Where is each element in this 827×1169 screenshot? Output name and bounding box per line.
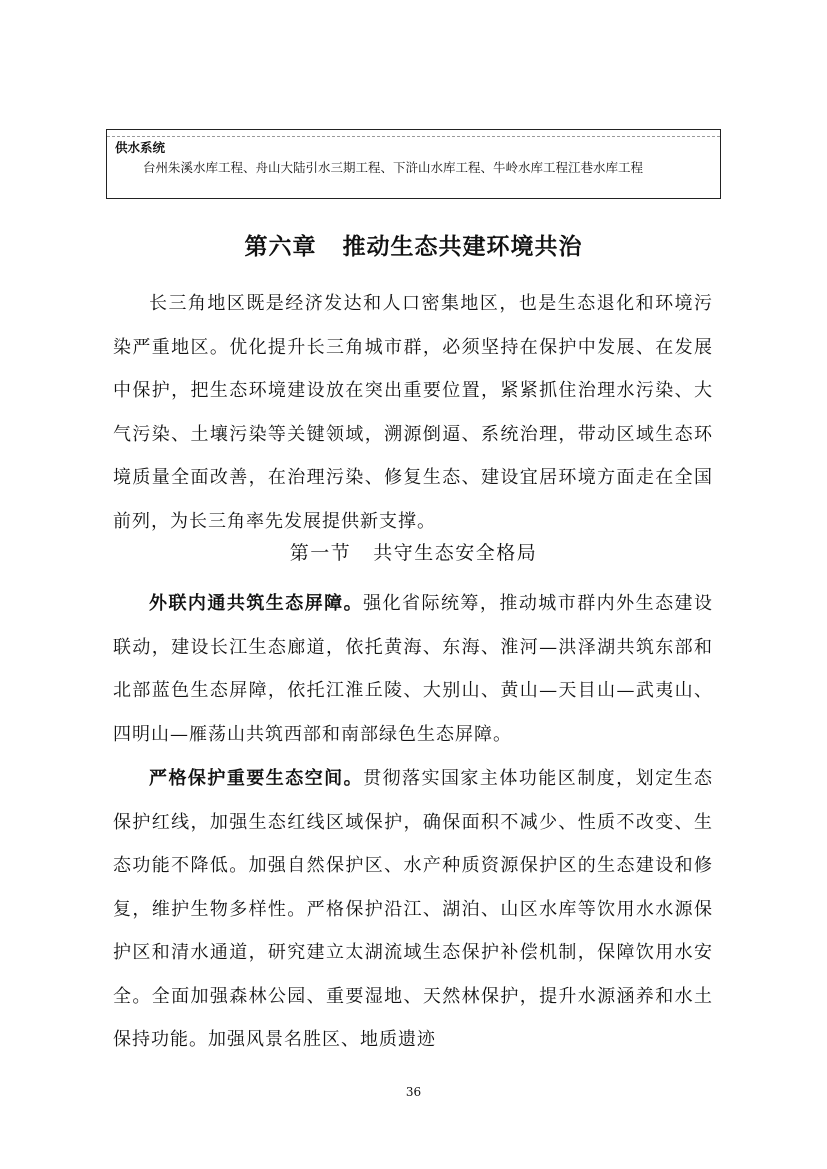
paragraph-ecological-barrier: [113, 582, 713, 756]
chapter-heading: [0, 228, 827, 261]
paragraph-lead: 外联内通共筑生态屏障。: [149, 593, 364, 614]
box-body: 台州朱溪水库工程、舟山大陆引水三期工程、下浒山水库工程、牛岭水库工程江巷水库工程: [143, 160, 644, 175]
box-top-divider: [107, 136, 720, 137]
project-box: [106, 129, 721, 199]
box-title: 供水系统: [115, 140, 166, 155]
section-number: 第一节: [289, 542, 352, 564]
chapter-title: 推动生态共建环境共治: [342, 234, 583, 260]
paragraph-ecological-space: [113, 757, 713, 1062]
paragraph-text: 贯彻落实国家主体功能区制度，划定生态保护红线，加强生态红线区域保护，确保面积不减少、性质不改变、生态功能不降低。加强自然保护区、水产种质资源保护区的生态建设和修复，维护生物多样性。严格保护沿江、湖泊、山区水库等饮用水水源保护区和清水通道，研究建立太湖流域生态保护补偿机制，保障饮用水安全。全面加强森林公园、重要湿地、天然林保护，提升水源涵养和水土保持功能。加强风景名胜区、地质遗迹: [113, 768, 714, 1050]
intro-paragraph: 长三角地区既是经济发达和人口密集地区，也是生态退化和环境污染严重地区。优化提升长三角城市群，必须坚持在保护中发展、在发展中保护，把生态环境建设放在突出重要位置，紧紧抓住治理水污染、大气污染、土壤污染等关键领域，溯源倒逼、系统治理，带动区域生态环境质量全面改善，在治理污染、修复生态、建设宜居环境方面走在全国前列，为长三角率先发展提供新支撑。: [113, 293, 713, 532]
section-heading: [0, 538, 827, 565]
chapter-number: 第六章: [244, 234, 317, 260]
section-title: 共守生态安全格局: [373, 542, 538, 564]
page-number: 36: [405, 1085, 422, 1099]
paragraph-text: 强化省际统筹，推动城市群内外生态建设联动，建设长江生态廊道，依托黄海、东海、淮河—洪泽湖共筑东部和北部蓝色生态屏障，依托江淮丘陵、大别山、黄山—天目山—武夷山、四明山—雁荡山共筑西部和南部绿色生态屏障。: [113, 593, 714, 745]
paragraph-lead: 严格保护重要生态空间。: [149, 768, 364, 789]
